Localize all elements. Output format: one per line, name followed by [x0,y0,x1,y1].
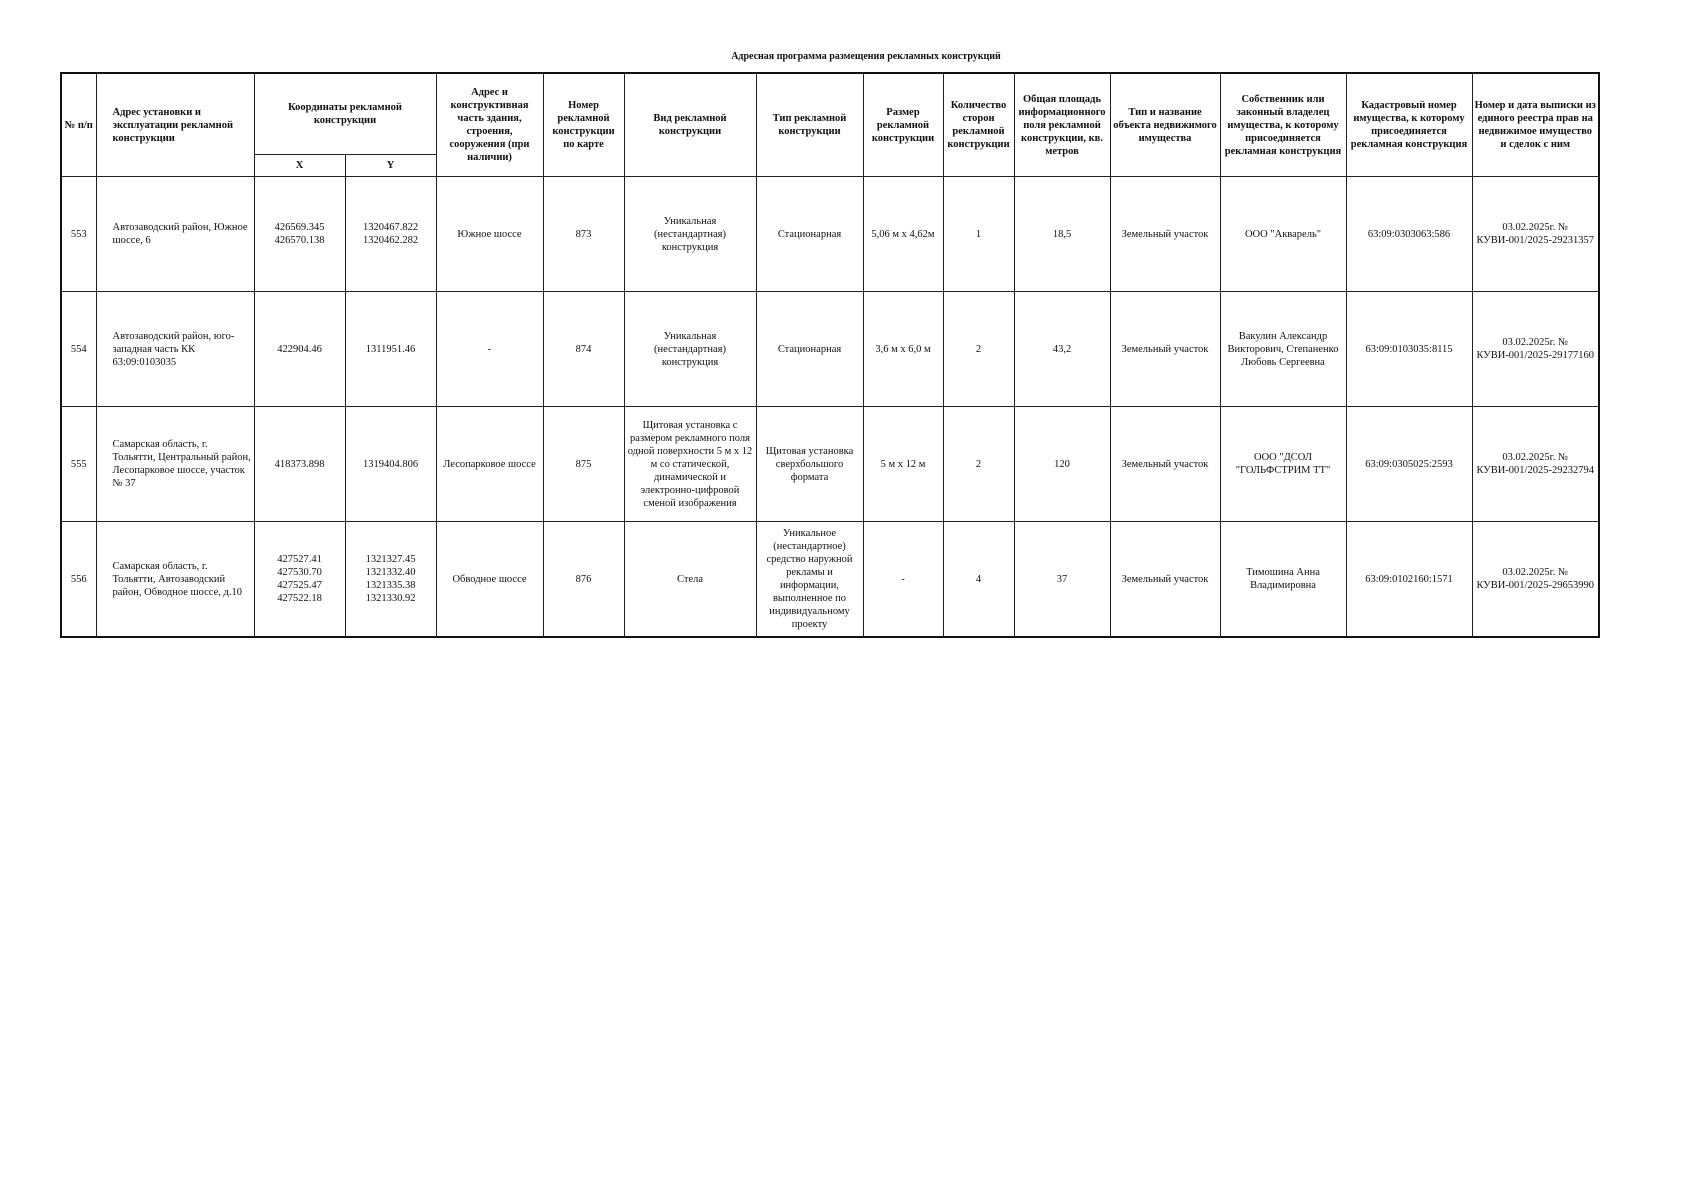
header-y: Y [345,155,436,177]
row-building: - [436,292,543,407]
row-type: Стационарная [756,292,863,407]
table-row [61,292,1599,407]
row-size: 5,06 м х 4,62м [863,177,943,292]
table-row [61,522,1599,638]
header-extract: Номер и дата выписки из единого реестра прав на недвижимое имущество и сделок с ним [1472,73,1599,177]
row-area: 18,5 [1014,177,1110,292]
row-cadastral: 63:09:0102160:1571 [1346,522,1472,638]
row-size: 3,6 м х 6,0 м [863,292,943,407]
row-type: Стационарная [756,177,863,292]
header-coordinates: Координаты рекламной конструкции [254,73,436,155]
row-owner: Тимошина Анна Владимировна [1220,522,1346,638]
row-owner: ООО "Акварель" [1220,177,1346,292]
row-sides: 1 [943,177,1014,292]
row-kind: Уникальная (нестандартная) конструкция [624,292,756,407]
row-owner: ООО "ДСОЛ "ГОЛЬФСТРИМ ТТ" [1220,407,1346,522]
header-property: Тип и название объекта недвижимого имущества [1110,73,1220,177]
row-num: 553 [61,177,96,292]
row-extract: 03.02.2025г. № КУВИ-001/2025-29653990 [1472,522,1599,638]
row-x: 422904.46 [254,292,345,407]
header-area: Общая площадь информационного поля рекламной конструкции, кв. метров [1014,73,1110,177]
row-building: Обводное шоссе [436,522,543,638]
header-address: Адрес установки и эксплуатации рекламной конструкции [96,73,254,177]
row-type: Щитовая установка сверхбольшого формата [756,407,863,522]
row-y: 1320467.822 1320462.282 [345,177,436,292]
row-sides: 2 [943,292,1014,407]
row-x: 426569.345 426570.138 [254,177,345,292]
header-map-number: Номер рекламной конструкции по карте [543,73,624,177]
row-x: 427527.41 427530.70 427525.47 427522.18 [254,522,345,638]
row-property: Земельный участок [1110,292,1220,407]
row-area: 37 [1014,522,1110,638]
row-address: Самарская область, г. Тольятти, Автозаводский район, Обводное шоссе, д.10 [96,522,254,638]
row-map-number: 876 [543,522,624,638]
row-kind: Стела [624,522,756,638]
row-num: 555 [61,407,96,522]
row-kind: Щитовая установка с размером рекламного поля одной поверхности 5 м х 12 м со статической, динамической и электронно-цифровой сменой изображения [624,407,756,522]
row-map-number: 873 [543,177,624,292]
row-property: Земельный участок [1110,407,1220,522]
row-size: 5 м х 12 м [863,407,943,522]
row-x: 418373.898 [254,407,345,522]
document-title: Адресная программа размещения рекламных конструкций [731,51,1001,62]
row-map-number: 874 [543,292,624,407]
header-type: Тип рекламной конструкции [756,73,863,177]
row-num: 554 [61,292,96,407]
table-row [61,407,1599,522]
row-owner: Вакулин Александр Викторович, Степаненко Любовь Сергеевна [1220,292,1346,407]
header-sides: Количество сторон рекламной конструкции [943,73,1014,177]
header-owner: Собственник или законный владелец имущества, к которому присоединяется рекламная конструкция [1220,73,1346,177]
row-y: 1319404.806 [345,407,436,522]
row-address: Самарская область, г. Тольятти, Центральный район, Лесопарковое шоссе, участок № 37 [96,407,254,522]
row-address: Автозаводский район, юго-западная часть КК 63:09:0103035 [96,292,254,407]
row-extract: 03.02.2025г. № КУВИ-001/2025-29177160 [1472,292,1599,407]
header-size: Размер рекламной конструкции [863,73,943,177]
header-num: № п/п [61,73,96,177]
header-cadastral: Кадастровый номер имущества, к которому присоединяется рекламная конструкция [1346,73,1472,177]
row-property: Земельный участок [1110,522,1220,638]
row-cadastral: 63:09:0305025:2593 [1346,407,1472,522]
ad-structures-table [60,72,1600,638]
table-body [61,177,1599,638]
row-building: Южное шоссе [436,177,543,292]
header-building: Адрес и конструктивная часть здания, строения, сооружения (при наличии) [436,73,543,177]
row-building: Лесопарковое шоссе [436,407,543,522]
row-sides: 4 [943,522,1014,638]
header-x: X [254,155,345,177]
row-property: Земельный участок [1110,177,1220,292]
row-extract: 03.02.2025г. № КУВИ-001/2025-29232794 [1472,407,1599,522]
table-row [61,177,1599,292]
row-size: - [863,522,943,638]
row-extract: 03.02.2025г. № КУВИ-001/2025-29231357 [1472,177,1599,292]
row-cadastral: 63:09:0103035:8115 [1346,292,1472,407]
row-sides: 2 [943,407,1014,522]
row-y: 1321327.45 1321332.40 1321335.38 1321330.92 [345,522,436,638]
row-area: 120 [1014,407,1110,522]
header-kind: Вид рекламной конструкции [624,73,756,177]
row-y: 1311951.46 [345,292,436,407]
row-num: 556 [61,522,96,638]
row-type: Уникальное (нестандартное) средство наружной рекламы и информации, выполненное по индивидуальному проекту [756,522,863,638]
row-area: 43,2 [1014,292,1110,407]
row-map-number: 875 [543,407,624,522]
row-cadastral: 63:09:0303063:586 [1346,177,1472,292]
row-address: Автозаводский район, Южное шоссе, 6 [96,177,254,292]
row-kind: Уникальная (нестандартная) конструкция [624,177,756,292]
